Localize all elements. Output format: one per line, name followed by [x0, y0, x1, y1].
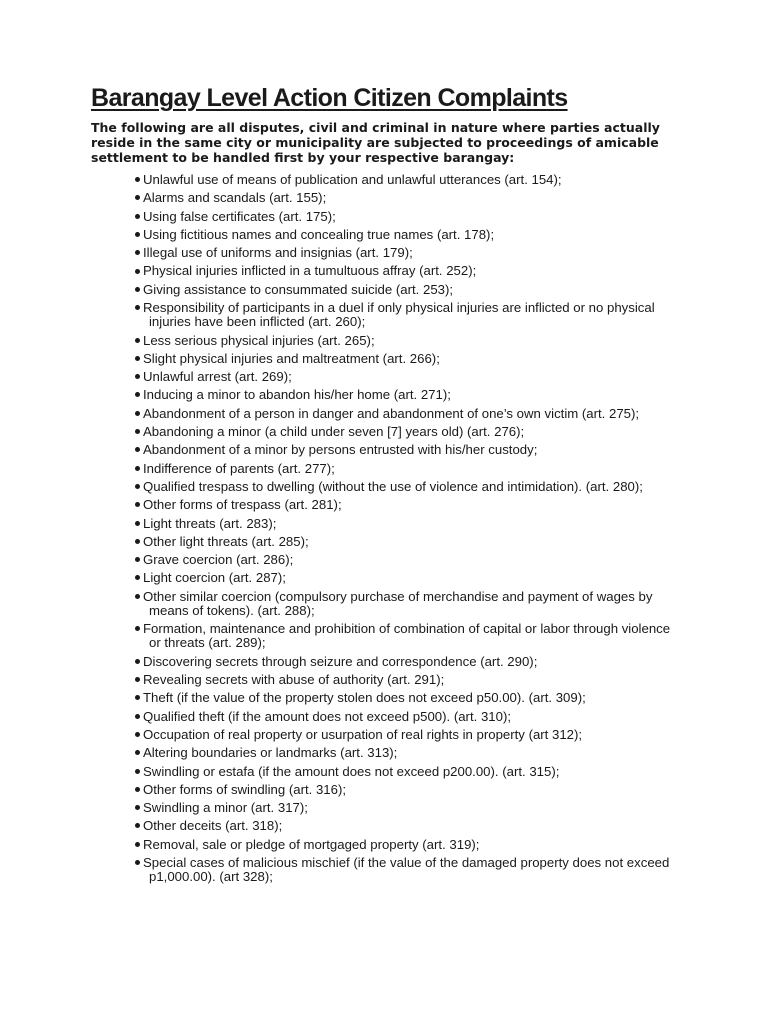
list-item-text: Other forms of trespass (art. 281);	[143, 497, 342, 513]
bullet-icon	[135, 769, 140, 774]
bullet-icon	[135, 214, 140, 219]
list-item-text: Unlawful arrest (art. 269);	[143, 369, 292, 385]
bullet-icon	[135, 232, 140, 237]
document-title: Barangay Level Action Citizen Complaints	[91, 84, 568, 112]
list-item-text: Abandonment of a minor by persons entrusted with his/her custody;	[143, 442, 538, 458]
list-item	[127, 765, 681, 779]
list-item-text: Abandonment of a person in danger and abandonment of one’s own victim (art. 275);	[143, 405, 640, 421]
list-item	[127, 746, 681, 760]
list-item-text: Light threats (art. 283);	[143, 515, 277, 531]
list-item	[127, 517, 681, 531]
list-item	[127, 691, 681, 705]
list-item-text: Grave coercion (art. 286);	[143, 552, 294, 568]
list-item	[127, 264, 681, 278]
bullet-icon	[135, 484, 140, 489]
list-item	[127, 246, 681, 260]
bullet-icon	[135, 269, 140, 274]
bullet-icon	[135, 539, 140, 544]
bullet-icon	[135, 695, 140, 700]
list-item-text: Unlawful use of means of publication and unlawful utterances (art. 154);	[143, 172, 562, 187]
list-item	[127, 480, 681, 494]
bullet-icon	[135, 466, 140, 471]
bullet-icon	[135, 714, 140, 719]
list-item	[127, 673, 681, 687]
bullet-icon	[135, 557, 140, 562]
list-item	[127, 801, 681, 815]
list-item	[127, 407, 681, 421]
bullet-icon	[135, 732, 140, 737]
list-item-text: Other similar coercion (compulsory purchase of merchandise and payment of wages by means of tokens). (art. 288);	[143, 588, 653, 618]
list-item	[127, 728, 681, 742]
list-item-text: Abandoning a minor (a child under seven [7] years old) (art. 276);	[143, 424, 525, 440]
list-item-text: Swindling a minor (art. 317);	[143, 800, 308, 816]
list-item-text: Occupation of real property or usurpation of real rights in property (art 312);	[143, 726, 583, 742]
list-item	[127, 370, 681, 384]
bullet-icon	[135, 447, 140, 452]
list-item	[127, 228, 681, 242]
bullet-icon	[135, 750, 140, 755]
list-item	[127, 655, 681, 669]
bullet-icon	[135, 502, 140, 507]
list-item-text: Formation, maintenance and prohibition of combination of capital or labor through violence or threats (art. 289);	[143, 621, 671, 651]
list-item-text: Other light threats (art. 285);	[143, 533, 309, 549]
bullet-icon	[135, 250, 140, 255]
list-item	[127, 388, 681, 402]
list-item	[127, 352, 681, 366]
list-item-text: Using false certificates (art. 175);	[143, 208, 336, 224]
list-item-text: Revealing secrets with abuse of authority (art. 291);	[143, 672, 445, 688]
list-item-text: Qualified trespass to dwelling (without the use of violence and intimidation). (art. 280);	[143, 478, 643, 494]
list-item-text: Slight physical injuries and maltreatment (art. 266);	[143, 350, 440, 366]
list-item-text: Alarms and scandals (art. 155);	[143, 190, 327, 206]
list-item	[127, 334, 681, 348]
document-intro: The following are all disputes, civil and criminal in nature where parties actually reside in the same city or municipality are subjected to proceedings of amicable settlement to be handled first by your respective barangay:	[91, 120, 660, 165]
list-item	[127, 210, 681, 224]
bullet-icon	[135, 429, 140, 434]
bullet-icon	[135, 575, 140, 580]
bullet-icon	[135, 177, 140, 182]
list-item-text: Removal, sale or pledge of mortgaged property (art. 319);	[143, 836, 480, 852]
list-item-text: Physical injuries inflicted in a tumultuous affray (art. 252);	[143, 263, 477, 279]
list-item-text: Swindling or estafa (if the amount does not exceed p200.00). (art. 315);	[143, 763, 560, 779]
bullet-icon	[135, 594, 140, 599]
list-item-text: Responsibility of participants in a duel if only physical injuries are inflicted or no physical injuries have been inflicted (art. 260);	[143, 300, 655, 330]
list-item-text: Giving assistance to consummated suicide (art. 253);	[143, 281, 454, 297]
list-item	[127, 622, 681, 650]
list-item	[127, 425, 681, 439]
bullet-icon	[135, 411, 140, 416]
list-item	[127, 173, 681, 187]
list-item-text: Qualified theft (if the amount does not exceed p500). (art. 310);	[143, 708, 512, 724]
list-item-text: Altering boundaries or landmarks (art. 313);	[143, 745, 398, 761]
list-item-text: Theft (if the value of the property stolen does not exceed p50.00). (art. 309);	[143, 690, 586, 706]
list-item	[127, 571, 681, 585]
list-item	[127, 819, 681, 833]
list-item	[127, 590, 681, 618]
bullet-icon	[135, 860, 140, 865]
list-item	[127, 191, 681, 205]
bullet-icon	[135, 677, 140, 682]
list-item-text: Light coercion (art. 287);	[143, 570, 286, 586]
list-item-text: Special cases of malicious mischief (if the value of the damaged property does not exceed p1,000.00). (art 328);	[143, 855, 670, 885]
list-item	[127, 301, 681, 329]
bullet-icon	[135, 521, 140, 526]
list-item-text: Using fictitious names and concealing true names (art. 178);	[143, 226, 495, 242]
bullet-icon	[135, 338, 140, 343]
bullet-icon	[135, 392, 140, 397]
list-item	[127, 553, 681, 567]
bullet-icon	[135, 659, 140, 664]
list-item-text: Other deceits (art. 318);	[143, 818, 283, 834]
list-item	[127, 443, 681, 457]
list-item	[127, 838, 681, 852]
bullet-icon	[135, 305, 140, 310]
complaint-list	[91, 173, 681, 884]
list-item	[127, 856, 681, 884]
list-item-text: Less serious physical injuries (art. 265);	[143, 332, 375, 348]
list-item	[127, 710, 681, 724]
bullet-icon	[135, 842, 140, 847]
document-page	[91, 82, 681, 889]
list-item-text: Discovering secrets through seizure and correspondence (art. 290);	[143, 653, 538, 669]
bullet-icon	[135, 374, 140, 379]
list-item-text: Illegal use of uniforms and insignias (art. 179);	[143, 245, 413, 261]
bullet-icon	[135, 356, 140, 361]
bullet-icon	[135, 805, 140, 810]
list-item-text: Inducing a minor to abandon his/her home (art. 271);	[143, 387, 451, 403]
list-item	[127, 535, 681, 549]
bullet-icon	[135, 195, 140, 200]
bullet-icon	[135, 626, 140, 631]
bullet-icon	[135, 787, 140, 792]
list-item	[127, 283, 681, 297]
list-item	[127, 783, 681, 797]
list-item-text: Other forms of swindling (art. 316);	[143, 781, 347, 797]
bullet-icon	[135, 823, 140, 828]
list-item	[127, 498, 681, 512]
list-item	[127, 462, 681, 476]
bullet-icon	[135, 287, 140, 292]
list-item-text: Indifference of parents (art. 277);	[143, 460, 335, 476]
